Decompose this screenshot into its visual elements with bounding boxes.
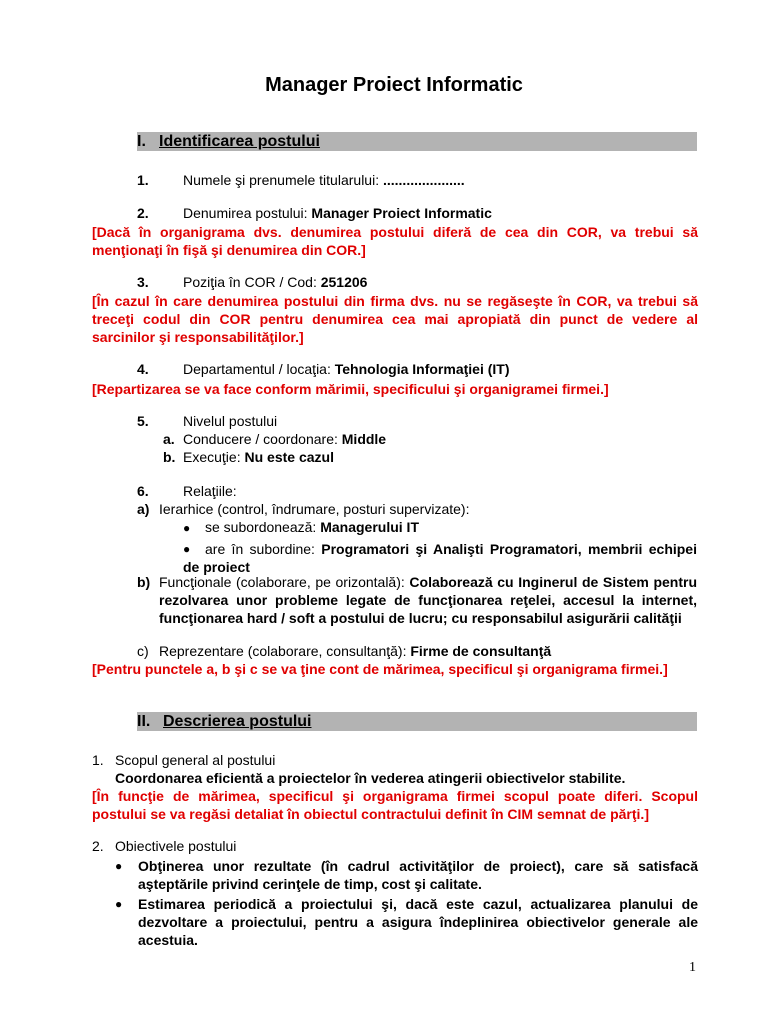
objective-item [115, 895, 698, 949]
scope-label-text: Scopul general al postului [115, 752, 276, 768]
objectives-number: 2. [92, 838, 104, 854]
item-5b-letter: b. [163, 449, 176, 465]
item-5a [163, 431, 386, 447]
item-5b-value: Nu este cazul [244, 449, 334, 465]
section-2-heading [137, 712, 697, 731]
bullet-icon: ● [183, 542, 191, 556]
item-1-label: Numele şi prenumele titularului: [183, 172, 383, 188]
objectives-label [92, 838, 236, 854]
objectives-label-text: Obiectivele postului [115, 838, 237, 854]
item-6 [137, 483, 237, 499]
item-2-number: 2. [137, 205, 149, 221]
item-6b-value: Colaborează cu Inginerul de Sistem pentru rezolvarea unor probleme legate de funcţionarea reţelei, accesul la internet, funcţionarea hard / soft a postului de lucru; cu responsabilul asigurării calităţii [159, 574, 698, 626]
item-6b-label: Funcţionale (colaborare, pe orizontală): [159, 574, 410, 590]
item-6a [137, 501, 469, 517]
document-title: Manager Proiect Informatic [265, 74, 523, 96]
item-6b [137, 573, 697, 627]
item-6b-letter: b) [137, 574, 151, 590]
item-6a-letter: a) [137, 501, 150, 517]
section-1-title: Identificarea postului [159, 133, 320, 150]
bullet-1-value: Managerului IT [320, 519, 419, 535]
item-5a-value: Middle [341, 431, 387, 447]
item-4 [137, 361, 509, 377]
item-6a-bullet-1 [183, 519, 419, 535]
objective-text: Estimarea periodică a proiectului şi, dacă este cazul, actualizarea planului de dezvoltare a proiectului, pentru a asigura îndeplinirea obiectivelor generale ale acestuia. [138, 896, 698, 948]
item-6-note: [Pentru punctele a, b şi c se va ţine cont de mărimea, specificul şi organigrama firmei.] [92, 661, 668, 677]
item-5b [163, 449, 334, 465]
scope-number: 1. [92, 752, 104, 768]
item-5a-letter: a. [163, 431, 175, 447]
page-number: 1 [689, 960, 696, 975]
item-1 [137, 172, 465, 188]
item-2-value: Manager Proiect Informatic [311, 205, 492, 221]
section-1-number: I. [137, 133, 146, 150]
item-6c-letter: c) [137, 643, 149, 659]
item-6a-bullet-2 [183, 540, 697, 576]
bullet-icon: ● [115, 859, 123, 873]
item-3 [137, 274, 367, 290]
section-2-number: II. [137, 713, 151, 730]
item-1-value: ..................... [382, 172, 465, 188]
objective-item [115, 857, 698, 893]
bullet-2-label: are în subordine: [205, 541, 322, 557]
item-6-label: Relaţiile: [183, 483, 237, 499]
item-6c-value: Firme de consultanţă [410, 643, 552, 659]
item-3-number: 3. [137, 274, 149, 290]
item-3-label: Poziţia în COR / Cod: [183, 274, 321, 290]
item-4-number: 4. [137, 361, 149, 377]
item-6a-label: Ierarhice (control, îndrumare, posturi supervizate): [159, 501, 470, 517]
item-4-value: Tehnologia Informaţiei (IT) [334, 361, 510, 377]
item-5a-label: Conducere / coordonare: [183, 431, 342, 447]
bullet-icon: ● [183, 521, 191, 535]
objective-text: Obţinerea unor rezultate (în cadrul activităţilor de proiect), care să satisfacă aşteptările privind cerinţele de timp, cost şi calitate. [138, 858, 698, 892]
section-2-title: Descrierea postului [163, 713, 312, 730]
scope-value: Coordonarea eficientă a proiectelor în vederea atingerii obiectivelor stabilite. [115, 770, 626, 786]
bullet-1-label: se subordonează: [205, 519, 321, 535]
item-3-note: [În cazul în care denumirea postului din firma dvs. nu se regăseşte în COR, va trebui să treceţi codul din COR pentru denumirea cea mai apropiată din punct de vedere al sarcinilor şi responsabilităţilor.] [92, 293, 698, 345]
item-6c-label: Reprezentare (colaborare, consultanţă): [159, 643, 411, 659]
item-6c [137, 643, 551, 659]
item-5 [137, 413, 277, 429]
item-1-number: 1. [137, 172, 149, 188]
item-5-label: Nivelul postului [183, 413, 278, 429]
scope-note: [În funcţie de mărimea, specificul şi organigrama firmei scopul poate diferi. Scopul postului se va regăsi detaliat în obiectul contractului definit în CIM semnat de părţi.] [92, 788, 698, 822]
scope-label [92, 752, 275, 768]
item-5b-label: Execuţie: [183, 449, 245, 465]
item-4-note: [Repartizarea se va face conform mărimii, specificului şi organigramei firmei.] [92, 381, 609, 397]
item-2-note: [Dacă în organigrama dvs. denumirea postului diferă de cea din COR, va trebui să menţionaţi în fişă şi denumirea din COR.] [92, 224, 698, 258]
item-6-number: 6. [137, 483, 149, 499]
bullet-icon: ● [115, 897, 123, 911]
item-5-number: 5. [137, 413, 149, 429]
item-4-label: Departamentul / locaţia: [183, 361, 335, 377]
item-2 [137, 205, 492, 221]
section-1-heading [137, 132, 697, 151]
item-2-label: Denumirea postului: [183, 205, 312, 221]
item-3-value: 251206 [320, 274, 368, 290]
bullet-2-value: Programatori şi Analişti Programatori, membrii echipei de proiect [183, 541, 697, 575]
